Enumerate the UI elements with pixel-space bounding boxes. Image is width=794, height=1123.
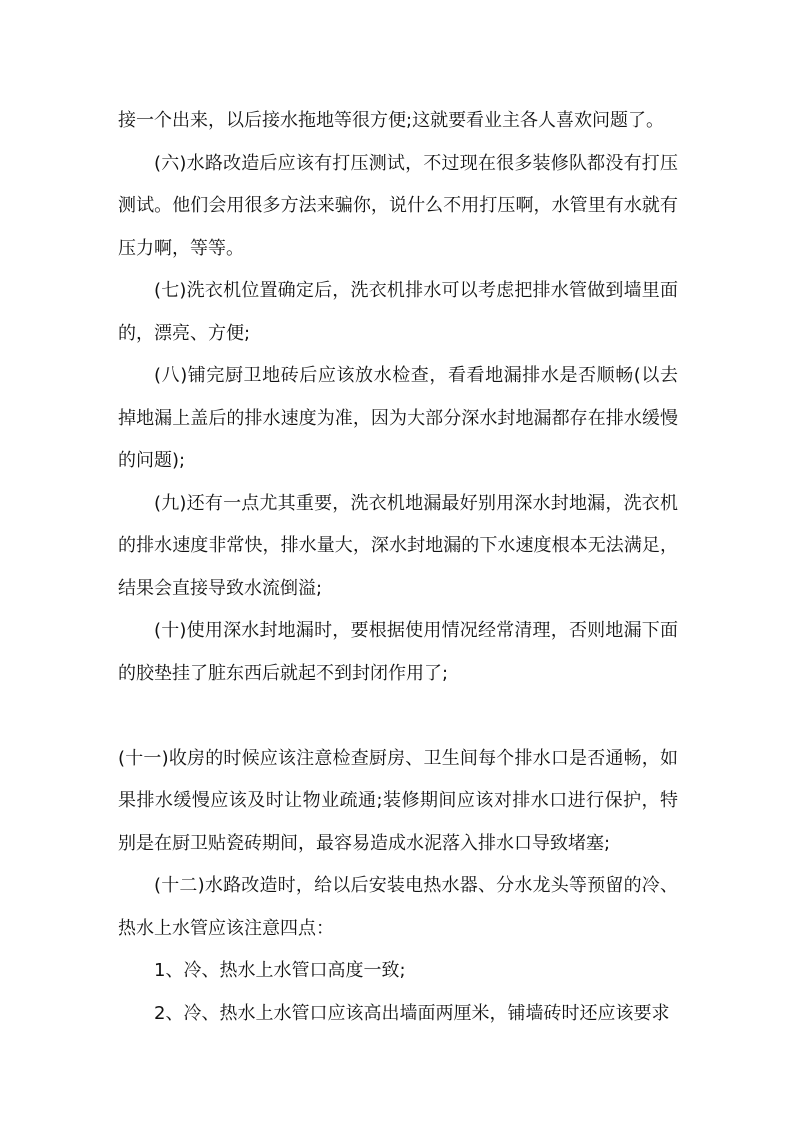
paragraph-item-12: (十二)水路改造时，给以后安装电热水器、分水龙头等预留的冷、热水上水管应该注意四点：	[118, 875, 678, 939]
document-body	[118, 100, 678, 1035]
paragraph-spacer	[118, 695, 678, 738]
paragraph-continuation: 接一个出来，以后接水拖地等很方便;这就要看业主各人喜欢问题了。	[118, 110, 665, 131]
paragraph-item-11: (十一)收房的时候应该注意检查厨房、卫生间每个排水口是否通畅，如果排水缓慢应该及时让物业疏通;装修期间应该对排水口进行保护，特别是在厨卫贴瓷砖期间，最容易造成水泥落入排水口导致堵塞;	[118, 747, 678, 854]
paragraph-item-9: (九)还有一点尤其重要，洗衣机地漏最好别用深水封地漏，洗衣机的排水速度非常快，排水量大，深水封地漏的下水速度根本无法满足，结果会直接导致水流倒溢;	[118, 492, 678, 599]
paragraph-item-8: (八)铺完厨卫地砖后应该放水检查，看看地漏排水是否顺畅(以去掉地漏上盖后的排水速度为准，因为大部分深水封地漏都存在排水缓慢的问题);	[118, 365, 678, 471]
paragraph-item-6: (六)水路改造后应该有打压测试，不过现在很多装修队都没有打压测试。他们会用很多方法来骗你，说什么不用打压啊，水管里有水就有压力啊，等等。	[118, 152, 678, 259]
paragraph-item-10: (十)使用深水封地漏时，要根据使用情况经常清理，否则地漏下面的胶垫挂了脏东西后就起不到封闭作用了;	[118, 620, 678, 684]
paragraph-item-7: (七)洗衣机位置确定后，洗衣机排水可以考虑把排水管做到墙里面的，漂亮、方便;	[118, 280, 678, 344]
list-item-2: 2、冷、热水上水管口应该高出墙面两厘米，铺墙砖时还应该要求	[154, 1002, 670, 1024]
list-item-1: 1、冷、热水上水管口高度一致;	[154, 960, 406, 981]
